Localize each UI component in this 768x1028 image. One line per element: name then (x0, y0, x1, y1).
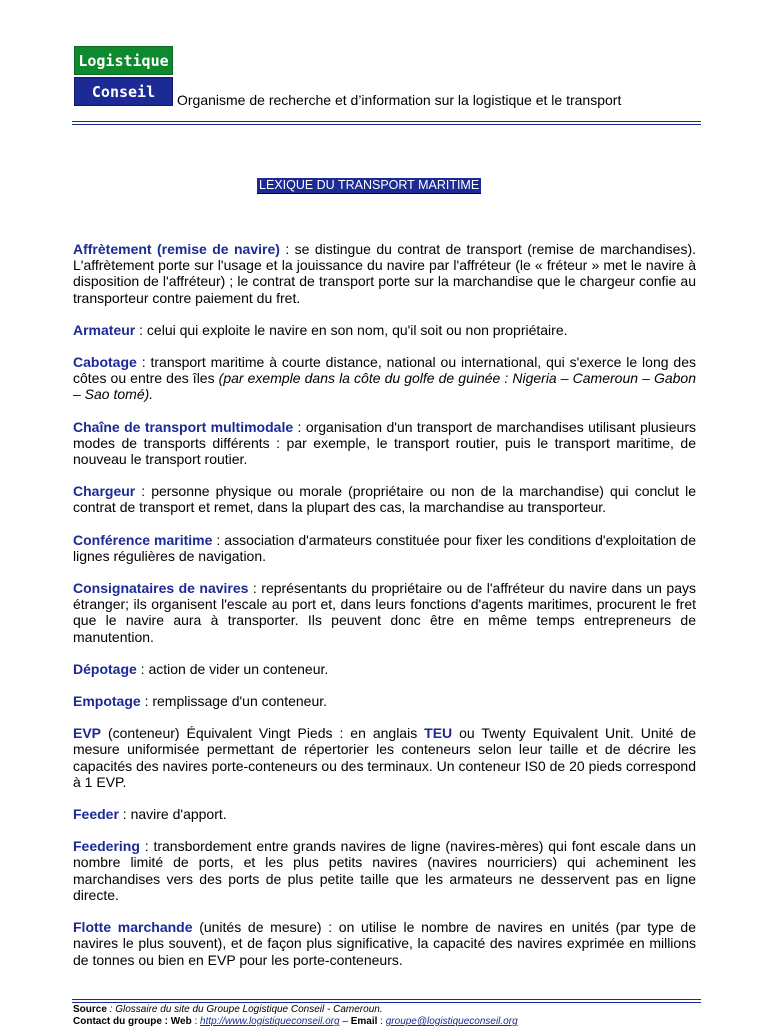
glossary-entry-armateur (73, 322, 696, 338)
term: Dépotage (73, 660, 137, 677)
definition: : remplissage d'un conteneur. (140, 693, 328, 710)
contact-label: Contact du groupe : Web (73, 1016, 192, 1027)
glossary-entry-evp (73, 725, 696, 790)
glossary-entry-empotage (73, 693, 696, 709)
glossary-entry-chaine-multimodale (73, 419, 696, 468)
definition: : organisation d'un transport de marchandises utilisant plusieurs modes de transports différents : par exemple, le transport routier, puis le transport maritime, de nouveau le transport routier. (73, 418, 696, 468)
term: Conférence maritime (73, 531, 213, 548)
definition: : action de vider un conteneur. (136, 660, 329, 677)
email-link[interactable]: groupe@logistiqueconseil.org (385, 1016, 518, 1027)
glossary-entry-conference-maritime (73, 532, 696, 564)
definition: ou Twenty Equivalent Unit. Unité de mesure uniformisée permettant de répertorier les conteneurs selon leur taille et de décrire les capacités des navires porte-conteneurs ou des terminaux. Un conteneur IS0 de 20 pieds correspond à 1 EVP. (73, 725, 696, 790)
footer (73, 1004, 518, 1028)
term: Cabotage (73, 354, 137, 371)
term: Feedering (73, 838, 140, 855)
definition-example: (par exemple dans la côte du golfe de guinée : Nigeria – Cameroun – Gabon – Sao tomé). (73, 370, 696, 403)
document-title: LEXIQUE DU TRANSPORT MARITIME (259, 178, 480, 192)
term: EVP (73, 725, 102, 742)
term-teu: TEU (424, 725, 453, 742)
definition: : navire d'apport. (118, 806, 227, 823)
logo-line-2: Conseil (74, 77, 173, 106)
term: Consignataires de navires (73, 580, 249, 597)
header-tagline: Organisme de recherche et d’information sur la logistique et le transport (177, 92, 622, 108)
term: Affrètement (remise de navire) (73, 241, 280, 257)
term: Flotte marchande (73, 919, 193, 936)
glossary-entry-depotage (73, 661, 696, 677)
footer-contact-line (73, 1016, 518, 1028)
logo-line-1: Logistique (74, 46, 173, 75)
separator: – (339, 1016, 351, 1027)
separator: : (377, 1016, 386, 1027)
definition: : transbordement entre grands navires de ligne (navires-mères) qui font escale dans un nombre limité de ports, et les plus petits navires (navires nourriciers) qui acheminent les marchandises vers des ports de plus petite taille que les armateurs ne desservent pas en ligne directe. (73, 838, 696, 903)
glossary-entry-flotte-marchande (73, 919, 696, 968)
separator: : (191, 1016, 201, 1027)
definition: : personne physique ou morale (propriétaire ou non de la marchandise) qui conclut le contrat de transport et remet, dans la plupart des cas, la marchandise au transporteur. (73, 483, 696, 516)
glossary-entry-feeder (73, 806, 696, 822)
definition: : association d'armateurs constituée pour fixer les conditions d'exploitation de lignes régulières de navigation. (73, 531, 696, 564)
term: Armateur (73, 321, 136, 338)
term: Chargeur (73, 483, 136, 500)
glossary-entry-feedering (73, 838, 696, 903)
source-label: Source (73, 1004, 107, 1015)
glossary-entry-cabotage (73, 354, 696, 403)
header-divider (72, 121, 701, 125)
definition: : transport maritime à courte distance, national ou international, qui s'exerce le long des côtes ou entre des îles (73, 354, 696, 387)
website-link[interactable]: http://www.logistiqueconseil.org (200, 1016, 340, 1027)
footer-divider (72, 999, 701, 1003)
definition: : se distingue du contrat de transport (remise de marchandises). L'affrètement porte sur l'usage et la jouissance du navire par l'affréteur (le « fréteur » met le navire à disposition de l'affréteur) ; le contrat de transport porte sur la marchandise que le chargeur confie au transporteur contre paiement du fret. (73, 241, 697, 306)
term: Feeder (73, 806, 119, 823)
glossary-body (73, 241, 696, 984)
definition: (unités de mesure) : on utilise le nombre de navires en unités (par type de navires le plus souvent), et de façon plus significative, la capacité des navires exprimée en millions de tonnes ou bien en EVP pour les porte-conteneurs. (73, 919, 696, 968)
footer-source-line (73, 1004, 518, 1016)
source-text: : Glossaire du site du Groupe Logistique Conseil - Cameroun. (106, 1004, 383, 1015)
glossary-entry-consignataires (73, 580, 696, 645)
term: Empotage (73, 693, 141, 710)
glossary-entry-chargeur (73, 483, 696, 515)
term: Chaîne de transport multimodale (73, 418, 294, 435)
definition: (conteneur) Équivalent Vingt Pieds : en anglais (101, 725, 425, 742)
definition: : celui qui exploite le navire en son nom, qu'il soit ou non propriétaire. (135, 321, 568, 338)
definition: : représentants du propriétaire ou de l'affréteur du navire dans un pays étranger; ils organisent l'escale au port et, dans leurs fonctions d'agents maritimes, procurent le fret que le navire aura à transporter. Ils peuvent donc être en même temps entrepreneurs de manutention. (73, 580, 696, 645)
company-logo (74, 46, 173, 106)
email-label: Email (350, 1016, 378, 1027)
glossary-entry-affretement (73, 241, 696, 306)
